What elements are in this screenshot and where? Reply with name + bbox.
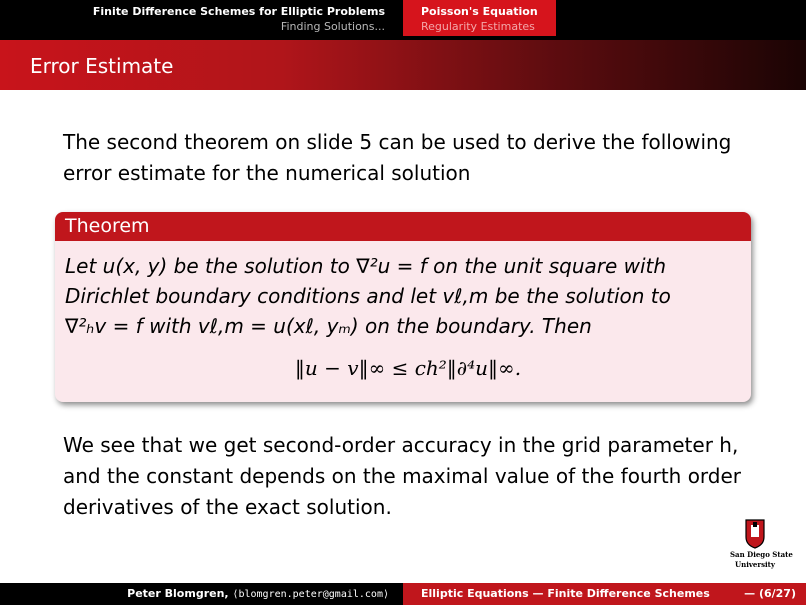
conclusion-line-2: and the constant depends on the maximal value of the fourth order: [63, 464, 742, 488]
theorem-body: [55, 241, 751, 383]
conclusion-paragraph: [63, 430, 763, 523]
theorem-line-1: Let u(x, y) be the solution to ∇²u = f on the unit square with: [65, 254, 667, 278]
theorem-equation: ‖u − v‖∞ ≤ ch²‖∂⁴u‖∞.: [294, 356, 522, 380]
theorem-line-2: Dirichlet boundary conditions and let vℓ,m be the solution to: [65, 284, 671, 308]
footer: [0, 583, 806, 605]
footer-author: [0, 583, 403, 605]
conclusion-line-1: We see that we get second-order accuracy in the grid parameter h,: [63, 433, 739, 457]
nav-current-subtitle[interactable]: Regularity Estimates: [421, 20, 535, 33]
conclusion-line-3: derivatives of the exact solution.: [63, 495, 392, 519]
intro-line-2: error estimate for the numerical solution: [63, 161, 471, 185]
footer-title: Elliptic Equations — Finite Difference Schemes: [421, 587, 710, 600]
nav-current: [403, 0, 806, 40]
nav-section[interactable]: [0, 0, 403, 40]
nav-section-title[interactable]: Finite Difference Schemes for Elliptic Problems: [92, 5, 385, 18]
nav-current-title[interactable]: Poisson's Equation: [421, 5, 538, 18]
logo-line-2: University: [735, 560, 775, 569]
theorem-block: [55, 212, 751, 402]
frame-title: Error Estimate: [30, 54, 174, 78]
footer-page-number: — (6/27): [744, 587, 796, 600]
university-logo: [730, 519, 793, 571]
nav-section-subtitle[interactable]: Finding Solutions...: [280, 20, 385, 33]
intro-paragraph: [63, 127, 763, 189]
footer-title-bar: [403, 583, 806, 605]
footer-email: ⟨blomgren.peter@gmail.com⟩: [232, 589, 389, 600]
intro-line-1: The second theorem on slide 5 can be used to derive the following: [63, 130, 732, 154]
frame-title-bar: [0, 40, 806, 90]
theorem-heading: Theorem: [55, 212, 751, 241]
theorem-line-3: ∇²ₕv = f with vℓ,m = u(xℓ, yₘ) on the boundary. Then: [65, 314, 592, 338]
logo-line-1: San Diego State: [730, 550, 793, 559]
footer-author-name: Peter Blomgren,: [127, 587, 229, 600]
nav-current-highlight[interactable]: [403, 0, 556, 36]
sdsu-shield-icon: [745, 519, 765, 549]
top-navigation: [0, 0, 806, 40]
